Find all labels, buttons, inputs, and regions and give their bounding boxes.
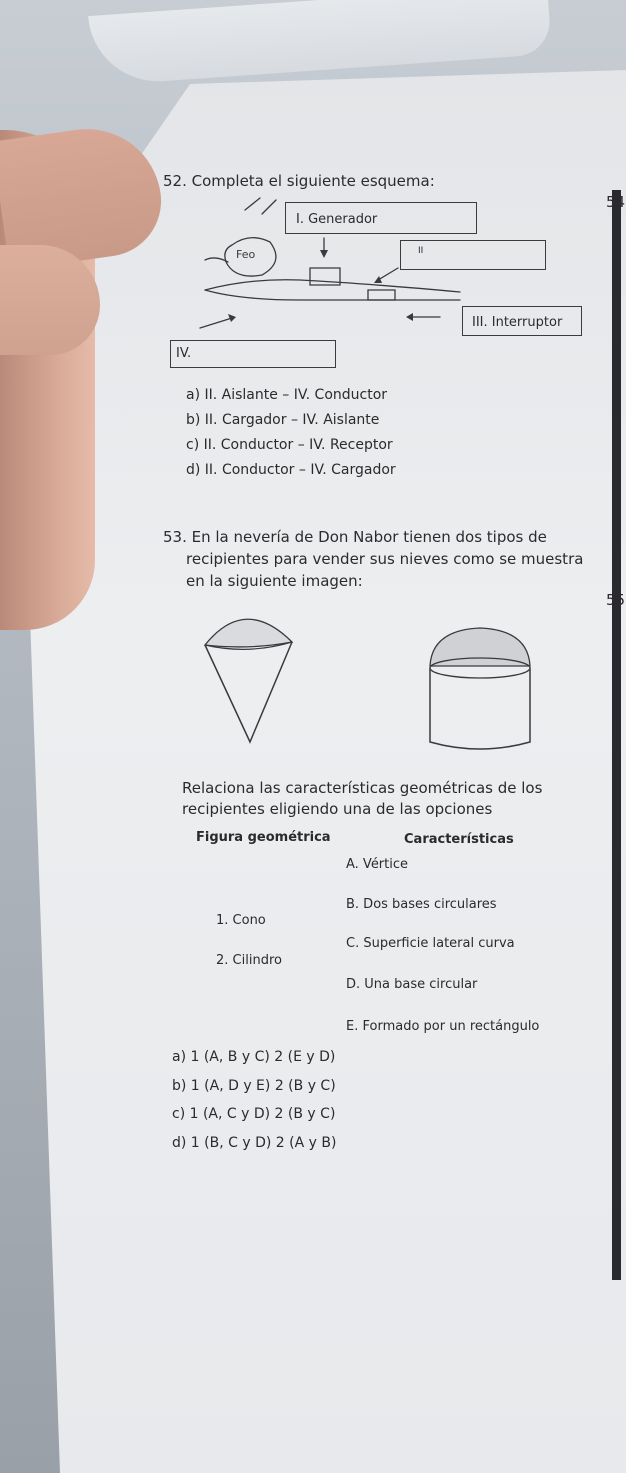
figure-cilindro: 2. Cilindro (216, 953, 282, 968)
q52-side-number: 54 (606, 193, 626, 211)
box-interruptor-label: III. Interruptor (472, 315, 563, 330)
q53-relate-line1: Relaciona las características geométricas de los (182, 779, 543, 797)
characteristic-a: A. Vértice (346, 857, 409, 872)
characteristic-b: B. Dos bases circulares (346, 897, 497, 912)
characteristic-c: C. Superficie lateral curva (346, 936, 515, 951)
box-ii-label: II (418, 246, 424, 256)
figure-cono: 1. Cono (216, 913, 266, 928)
q52-option-c: c) II. Conductor – IV. Receptor (186, 437, 393, 453)
characteristic-e: E. Formado por un rectángulo (346, 1019, 540, 1034)
q53-relate-line2: recipientes eligiendo una de las opciones (182, 800, 493, 818)
q52-option-b: b) II. Cargador – IV. Aislante (186, 412, 380, 428)
q52-title: 52. Completa el siguiente esquema: (163, 172, 435, 190)
q52-option-d: d) II. Conductor – IV. Cargador (186, 462, 396, 478)
q53-option-c: c) 1 (A, C y D) 2 (B y C) (172, 1106, 336, 1122)
characteristic-d: D. Una base circular (346, 977, 478, 992)
q53-side-number: 55 (606, 591, 626, 609)
bulb-text: Feo (236, 248, 256, 261)
q53-title-line3: en la siguiente imagen: (186, 572, 363, 590)
cone-drawing (205, 619, 292, 742)
q53-option-d: d) 1 (B, C y D) 2 (A y B) (172, 1135, 337, 1151)
q53-title-line1: 53. En la nevería de Don Nabor tienen dos tipos de (163, 528, 547, 546)
box-iv-label: IV. (176, 346, 192, 361)
cylinder-drawing (430, 628, 530, 749)
q53-option-b: b) 1 (A, D y E) 2 (B y C) (172, 1078, 336, 1094)
col-caracteristicas-header: Características (404, 832, 514, 847)
q53-title-line2: recipientes para vender sus nieves como se muestra (186, 550, 584, 568)
col-figura-header: Figura geométrica (196, 830, 331, 845)
box-generador-label: I. Generador (296, 212, 378, 227)
q52-option-a: a) II. Aislante – IV. Conductor (186, 387, 388, 403)
q53-option-a: a) 1 (A, B y C) 2 (E y D) (172, 1049, 336, 1065)
